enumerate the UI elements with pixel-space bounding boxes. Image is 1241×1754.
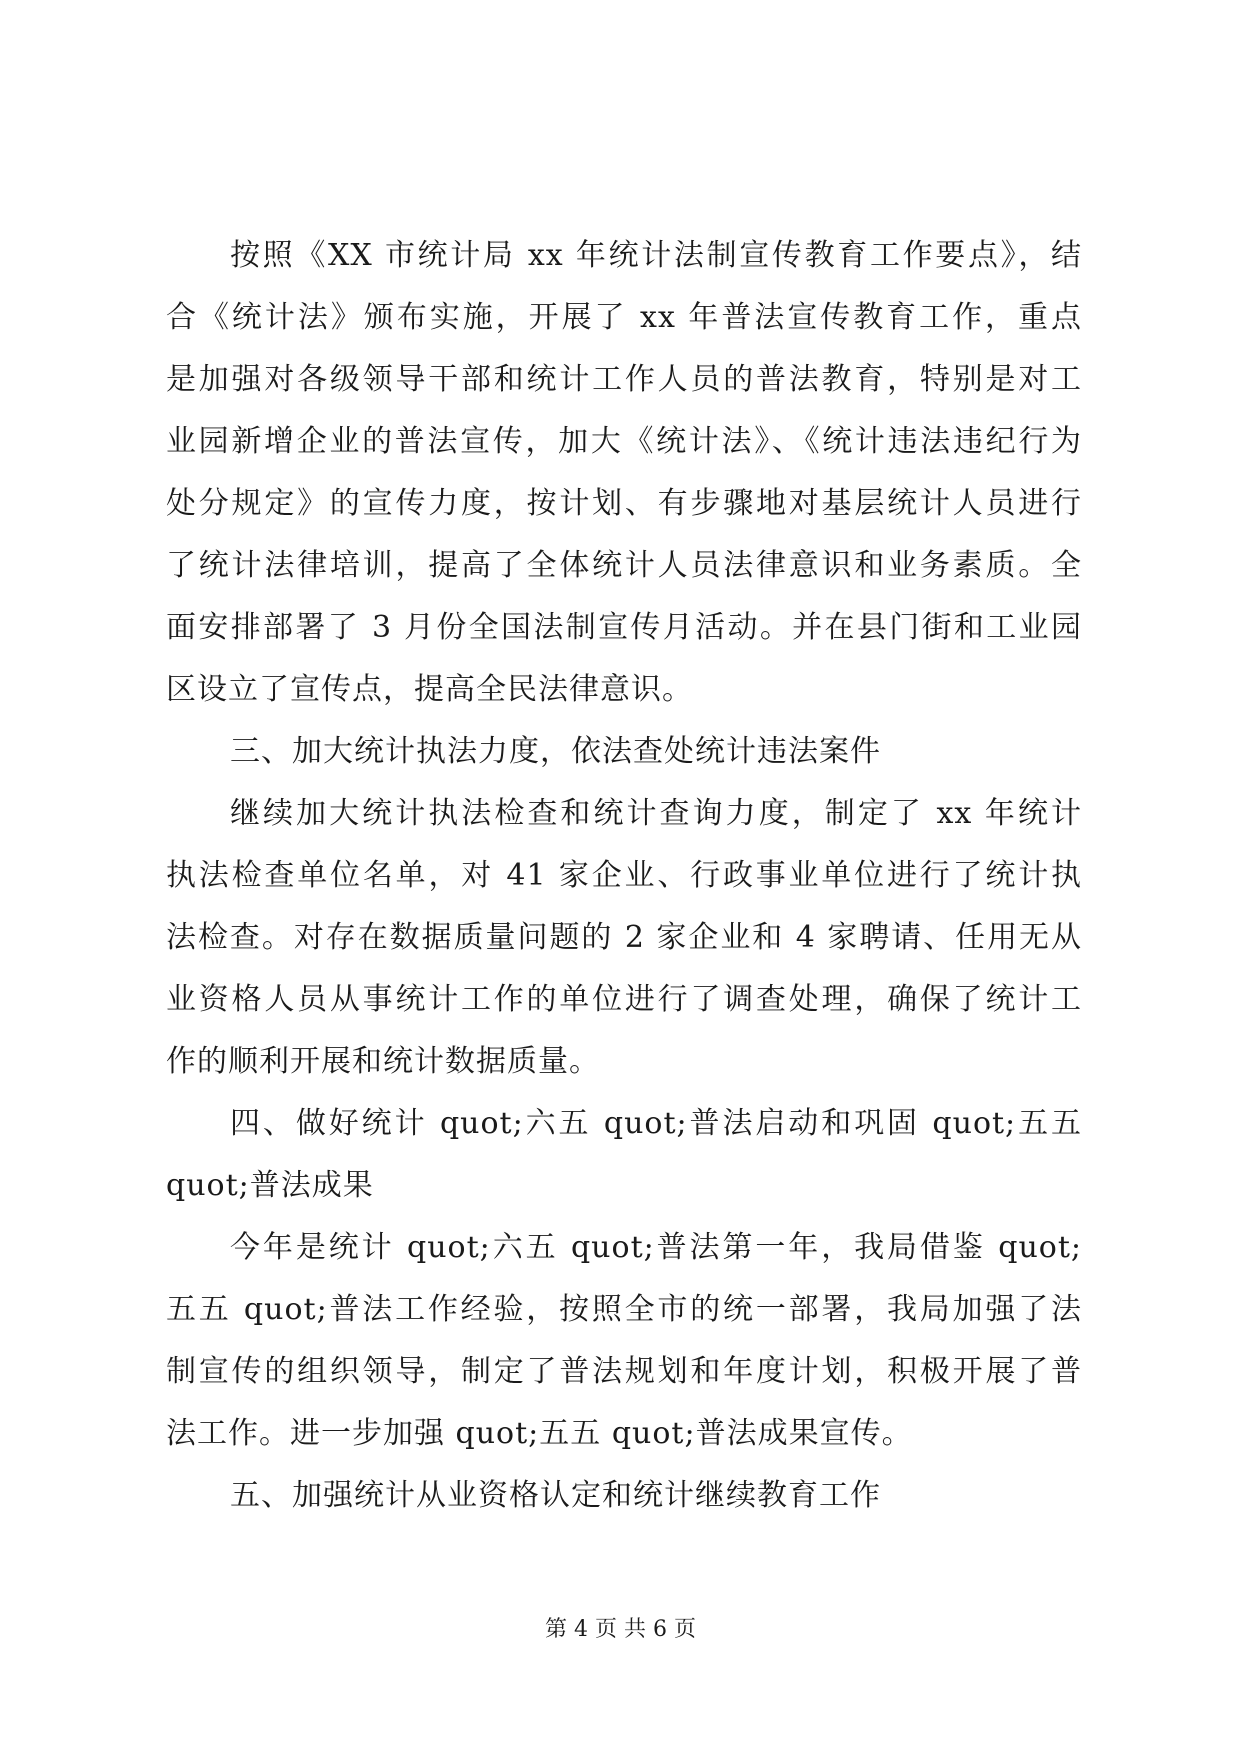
paragraph-line: 法工作。进一步加强 quot;五五 quot;普法成果宣传。: [166, 1416, 913, 1451]
heading-line: 四、做好统计 quot;六五 quot;普法启动和巩固 quot;五五: [230, 1106, 1082, 1141]
paragraph-line: 五五 quot;普法工作经验，按照全市的统一部署，我局加强了法: [166, 1292, 1082, 1327]
section-heading: [166, 1093, 1082, 1217]
paragraph: [166, 1217, 1082, 1465]
paragraph-line: 业资格人员从事统计工作的单位进行了调查处理，确保了统计工: [166, 982, 1082, 1017]
paragraph-line: 今年是统计 quot;六五 quot;普法第一年，我局借鉴 quot;: [230, 1230, 1082, 1265]
paragraph-line: 面安排部署了 3 月份全国法制宣传月活动。并在县门街和工业园: [166, 610, 1082, 645]
paragraph-line: 执法检查单位名单，对 41 家企业、行政事业单位进行了统计执: [166, 858, 1082, 893]
paragraph-line: 是加强对各级领导干部和统计工作人员的普法教育，特别是对工: [166, 362, 1082, 397]
paragraph: [166, 225, 1082, 721]
heading-line: quot;普法成果: [166, 1168, 374, 1203]
paragraph-line: 业园新增企业的普法宣传，加大《统计法》、《统计违法违纪行为: [166, 424, 1082, 459]
section-heading: [166, 1465, 1082, 1527]
paragraph-line: 处分规定》的宣传力度，按计划、有步骤地对基层统计人员进行: [166, 486, 1082, 521]
page-number-footer: 第 4 页 共 6 页: [545, 1617, 696, 1642]
paragraph-line: 了统计法律培训，提高了全体统计人员法律意识和业务素质。全: [166, 548, 1082, 583]
paragraph-line: 区设立了宣传点，提高全民法律意识。: [166, 672, 693, 707]
paragraph-line: 按照《XX 市统计局 xx 年统计法制宣传教育工作要点》，结: [230, 238, 1082, 273]
paragraph-line: 作的顺利开展和统计数据质量。: [166, 1044, 600, 1079]
heading-line: 五、加强统计从业资格认定和统计继续教育工作: [230, 1478, 881, 1513]
heading-line: 三、加大统计执法力度，依法查处统计违法案件: [230, 734, 881, 769]
paragraph-line: 制宣传的组织领导，制定了普法规划和年度计划，积极开展了普: [166, 1354, 1082, 1389]
section-heading: [166, 721, 1082, 783]
document-body: [166, 225, 1082, 1527]
paragraph: [166, 783, 1082, 1093]
paragraph-line: 法检查。对存在数据质量问题的 2 家企业和 4 家聘请、任用无从: [166, 920, 1082, 955]
paragraph-line: 合《统计法》颁布实施，开展了 xx 年普法宣传教育工作，重点: [166, 300, 1082, 335]
paragraph-line: 继续加大统计执法检查和统计查询力度，制定了 xx 年统计: [230, 796, 1082, 831]
